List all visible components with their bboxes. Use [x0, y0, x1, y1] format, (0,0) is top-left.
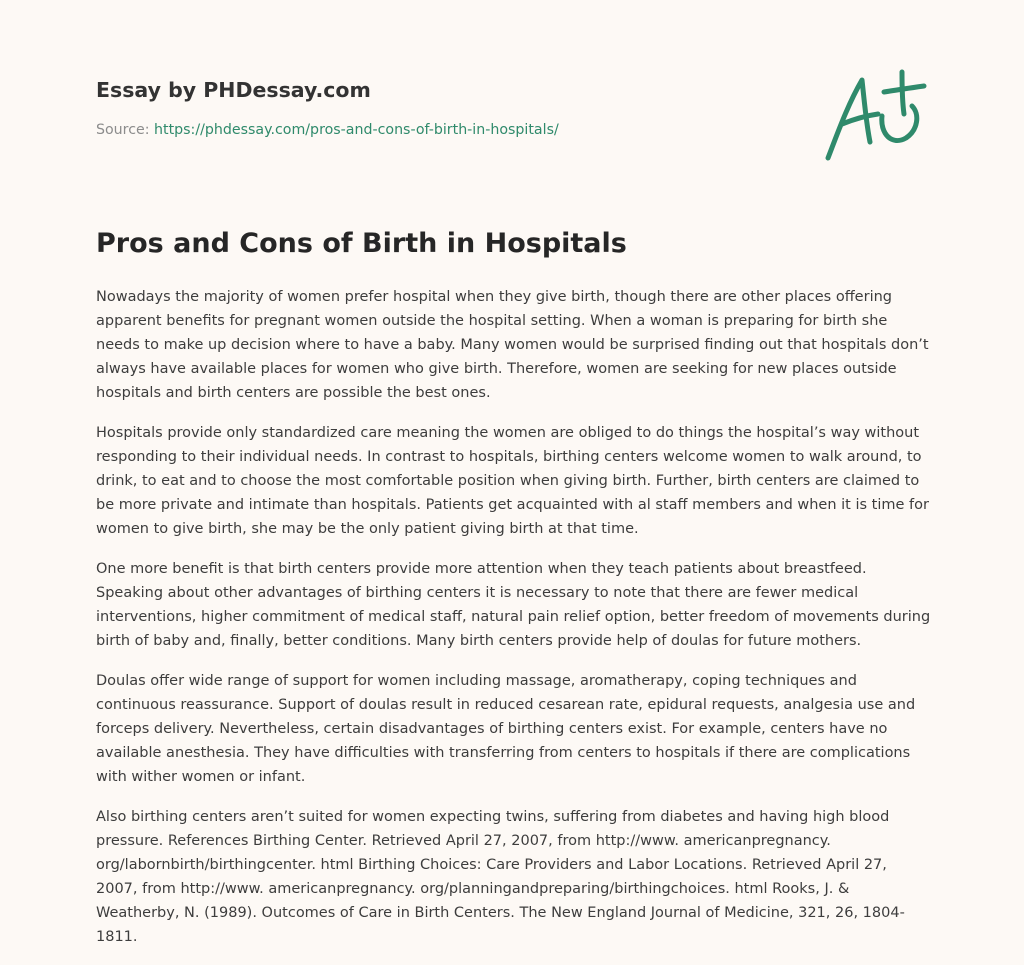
source-link[interactable]: https://phdessay.com/pros-and-cons-of-birth-in-hospitals/: [154, 122, 559, 138]
source-line: [96, 122, 559, 138]
essay-paragraph-3: One more benefit is that birth centers provide more attention when they teach patients about breastfeed. Speaking about other advantages of birthing centers it is necessary to note that there are fewer medical interventions, higher commitment of medical staff, natural pain relief option, better freedom of movements during birth of baby and, finally, better conditions. Many birth centers provide help of doulas for future mothers.: [96, 561, 931, 649]
essay-paragraph-4: Doulas offer wide range of support for women including massage, aromatherapy, coping techniques and continuous reassurance. Support of doulas result in reduced cesarean rate, epidural requests, analgesia use and forceps delivery. Nevertheless, certain disadvantages of birthing centers exist. For example, centers have no available anesthesia. They have difficulties with transferring from centers to hospitals if there are complications with wither women or infant.: [96, 673, 916, 785]
essay-paragraph-1: Nowadays the majority of women prefer hospital when they give birth, though there are other places offering apparent benefits for pregnant women outside the hospital setting. When a woman is preparing for birth she needs to make up decision where to have a baby. Many women would be surprised finding out that hospitals don’t always have available places for women who give birth. Therefore, women are seeking for new places outside hospitals and birth centers are possible the best ones.: [96, 289, 929, 401]
essay-body: [96, 285, 932, 965]
site-brand: Essay by PHDessay.com: [96, 78, 371, 102]
essay-header: [96, 76, 796, 138]
source-label: Source:: [96, 122, 150, 138]
essay-paragraph-5: Also birthing centers aren’t suited for women expecting twins, suffering from diabetes and having high blood pressure. References Birthing Center. Retrieved April 27, 2007, from http://www. americanpregnancy. org/labornbirth/birthingcenter. html Birthing Choices: Care Providers and Labor Locations. Retrieved April 27, 2007, from http://www. americanpregnancy. org/planningandpreparing/birthingchoices. html Rooks, J. & Weatherby, N. (1989). Outcomes of Care in Birth Centers. The New England Journal of Medicine, 321, 26, 1804-1811.: [96, 809, 905, 945]
essay-paragraph-2: Hospitals provide only standardized care meaning the women are obliged to do things the hospital’s way without responding to their individual needs. In contrast to hospitals, birthing centers welcome women to walk around, to drink, to eat and to choose the most comfortable position when giving birth. Further, birth centers are claimed to be more private and intimate than hospitals. Patients get acquainted with al staff members and when it is time for women to give birth, she may be the only patient giving birth at that time.: [96, 425, 929, 537]
a-plus-logo-icon: [820, 64, 930, 164]
essay-title: Pros and Cons of Birth in Hospitals: [96, 228, 627, 259]
